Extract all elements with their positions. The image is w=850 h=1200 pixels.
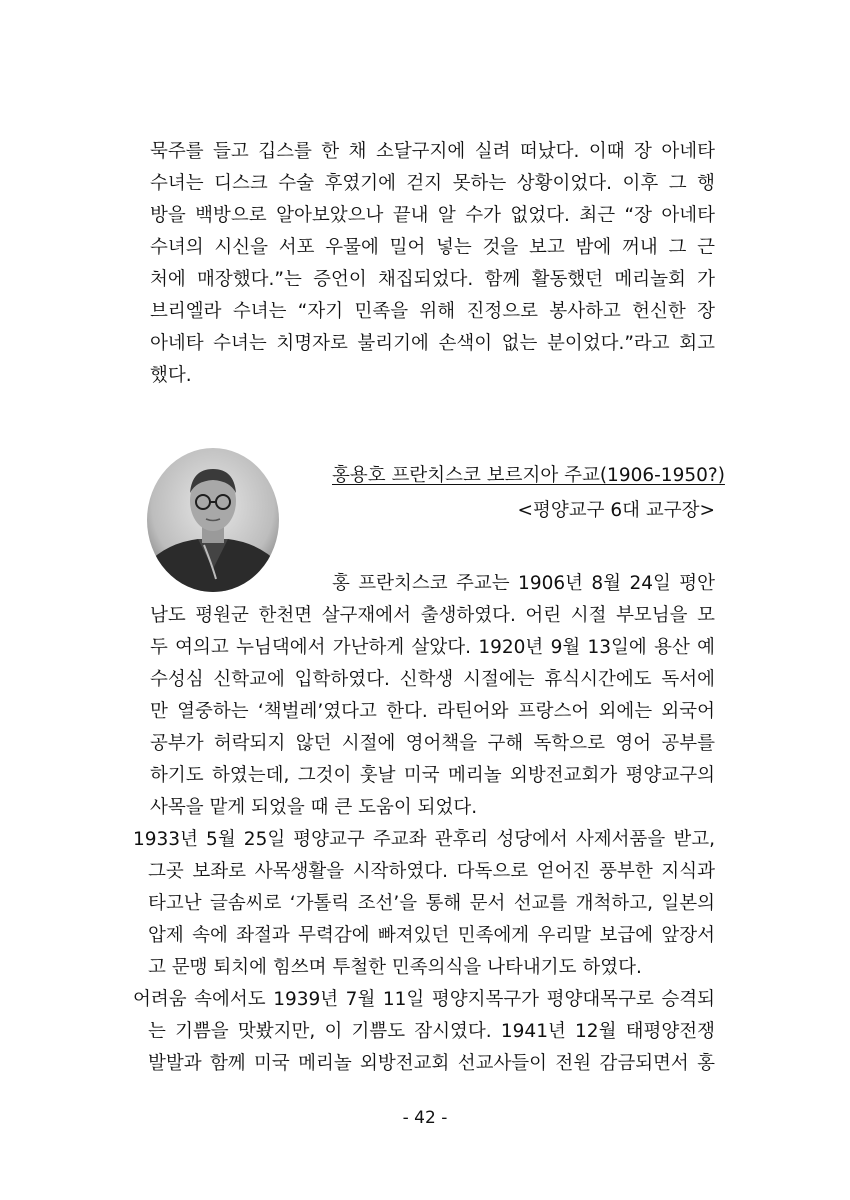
- body-text-line: 사목을 맡게 되었을 때 큰 도움이 되었다.: [150, 797, 478, 818]
- body-text-line: 는 기쁨을 맛봤지만, 이 기쁨도 잠시였다. 1941년 12월 태평양전쟁: [148, 1021, 715, 1042]
- page-number: - 42 -: [402, 1108, 448, 1128]
- body-text-line: 1933년 5월 25일 평양교구 주교좌 관후리 성당에서 사제서품을 받고,: [133, 829, 715, 850]
- body-text-line: 아네타 수녀는 치명자로 불리기에 손색이 없는 분이었다.”라고 회고: [150, 333, 715, 354]
- body-text-line: 방을 백방으로 알아보았으나 끝내 알 수가 없었다. 최근 “장 아네타: [150, 205, 715, 226]
- body-text-line: 수녀는 디스크 수술 후였기에 걷지 못하는 상황이었다. 이후 그 행: [150, 173, 715, 194]
- body-text-line: 압제 속에 좌절과 무력감에 빠져있던 민족에게 우리말 보급에 앞장서: [148, 925, 715, 946]
- body-text-line: 공부가 허락되지 않던 시절에 영어책을 구해 독학으로 영어 공부를: [150, 733, 715, 754]
- section-subtitle: <평양교구 6대 교구장>: [517, 500, 715, 521]
- body-text-line: 고 문맹 퇴치에 힘쓰며 투철한 민족의식을 나타내기도 하였다.: [148, 957, 642, 978]
- body-text-line: 만 열중하는 ‘책벌레’였다고 한다. 라틴어와 프랑스어 외에는 외국어: [150, 701, 715, 722]
- body-text-line: 수성심 신학교에 입학하였다. 신학생 시절에는 휴식시간에도 독서에: [150, 669, 715, 690]
- section-title: 홍용호 프란치스코 보르지아 주교(1906-1950?): [332, 465, 725, 486]
- body-text-line: 브리엘라 수녀는 “자기 민족을 위해 진정으로 봉사하고 헌신한 장: [150, 301, 715, 322]
- body-text-line: 묵주를 들고 깁스를 한 채 소달구지에 실려 떠났다. 이때 장 아네타: [150, 141, 715, 162]
- body-text-line: 발발과 함께 미국 메리놀 외방전교회 선교사들이 전원 감금되면서 홍: [148, 1053, 715, 1074]
- body-text-line: 두 여의고 누님댁에서 가난하게 살았다. 1920년 9월 13일에 용산 예: [150, 637, 715, 658]
- body-text-line: 타고난 글솜씨로 ‘가톨릭 조선’을 통해 문서 선교를 개척하고, 일본의: [148, 893, 715, 914]
- body-text-line: 수녀의 시신을 서포 우물에 밀어 넣는 것을 보고 밤에 꺼내 그 근: [150, 237, 715, 258]
- bishop-portrait-photo: [146, 447, 280, 593]
- body-text-line: 그곳 보좌로 사목생활을 시작하였다. 다독으로 얻어진 풍부한 지식과: [148, 861, 715, 882]
- body-text-line: 했다.: [150, 365, 192, 386]
- body-text-line: 남도 평원군 한천면 살구재에서 출생하였다. 어린 시절 부모님을 모: [150, 605, 715, 626]
- body-text-line: 처에 매장했다.”는 증언이 채집되었다. 함께 활동했던 메리놀회 가: [150, 269, 715, 290]
- body-text-line: 하기도 하였는데, 그것이 훗날 미국 메리놀 외방전교회가 평양교구의: [150, 765, 715, 786]
- body-text-line: 홍 프란치스코 주교는 1906년 8월 24일 평안: [332, 573, 715, 594]
- body-text-line: 어려움 속에서도 1939년 7월 11일 평양지목구가 평양대목구로 승격되: [133, 989, 715, 1010]
